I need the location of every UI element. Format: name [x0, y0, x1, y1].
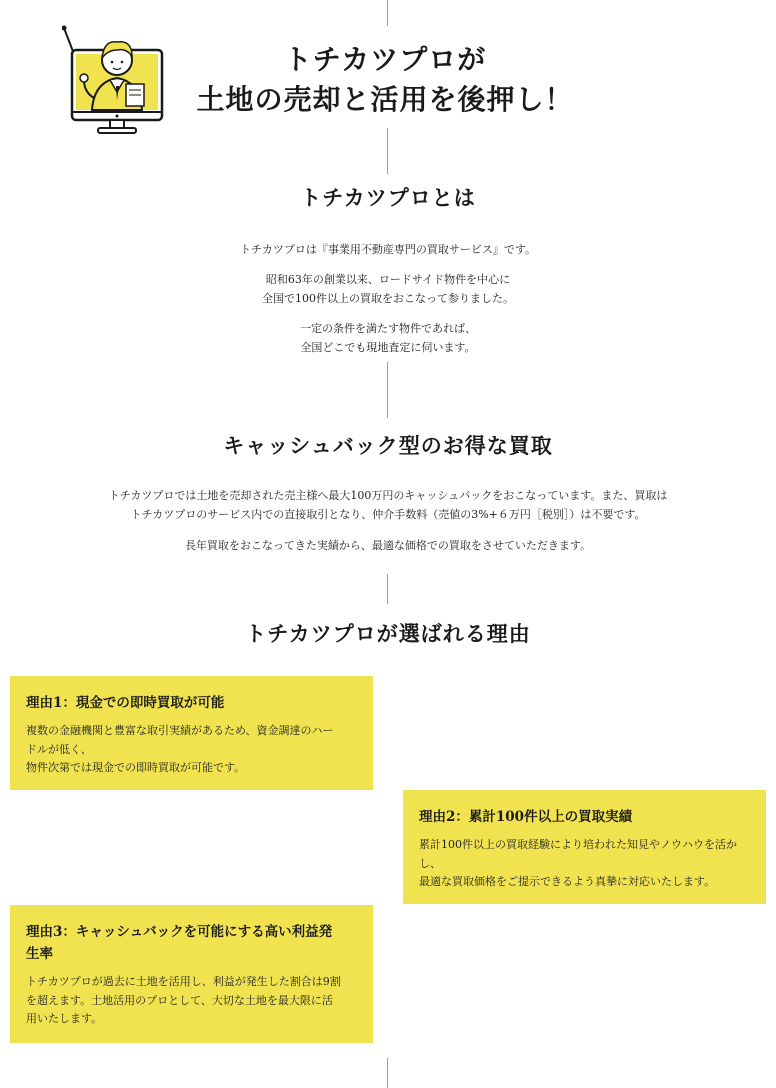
reason-card-3-body: トチカツプロが過去に土地を活用し、利益が発生した割合は9割 を超えます。土地活用のプロとして、大切な土地を最大限に活 用いたします。 — [26, 975, 341, 1025]
cashback-paragraph-1: トチカツプロでは土地を売却された売主様へ最大100万円のキャッシュバックをおこなっています。また、買取は トチカツプロのサービス内での直接取引となり、仲介手数料（売値の3%+６万円［税別］）は不要です。 — [108, 489, 668, 521]
reason-card-1-body: 複数の金融機関と豊富な取引実績があるため、資金調達のハー ドルが低く、 物件次第では現金での即時買取が可能です。 — [26, 724, 334, 774]
hero-section — [0, 0, 776, 150]
reason-card-3-title: 理由3：キャッシュバックを可能にする高い利益発 生率 — [26, 924, 333, 962]
reason-card-1 — [10, 676, 373, 790]
about-title: トチカツプロとは — [300, 185, 476, 210]
cashback-title: キャッシュバック型のお得な買取 — [223, 433, 553, 458]
hero-title-line-2: 土地の売却と活用を後押し！ — [196, 83, 574, 116]
about-paragraph-2: 昭和63年の創業以来、ロードサイド物件を中心に 全国で100件以上の買取をおこなって参りました。 — [262, 273, 514, 305]
divider-line-2 — [387, 362, 388, 418]
hero-title-line-1: トチカツプロが — [283, 43, 487, 76]
teacher-at-monitor-icon — [62, 20, 172, 138]
hero-title — [170, 40, 600, 120]
divider-line-bottom — [387, 1058, 388, 1088]
reason-card-1-title: 理由1：現金での即時買取が可能 — [26, 695, 225, 711]
divider-line-3 — [387, 574, 388, 604]
reason-card-3 — [10, 905, 373, 1043]
about-paragraph-1: トチカツプロは『事業用不動産専門の買取サービス』です。 — [240, 243, 536, 256]
cashback-paragraph-2: 長年買取をおこなってきた実績から、最適な価格での買取をさせていただきます。 — [184, 539, 592, 552]
reason-card-2-title: 理由2：累計100件以上の買取実績 — [419, 809, 633, 825]
reason-card-2-body: 累計100件以上の買取経験により培われた知見やノウハウを活か し、 最適な買取価格をご提示できるよう真摯に対応いたします。 — [419, 838, 737, 888]
reason-card-2 — [403, 790, 766, 904]
reasons-title: トチカツプロが選ばれる理由 — [245, 621, 531, 646]
about-paragraph-3: 一定の条件を満たす物件であれば、 全国どこでも現地査定に伺います。 — [300, 322, 476, 354]
